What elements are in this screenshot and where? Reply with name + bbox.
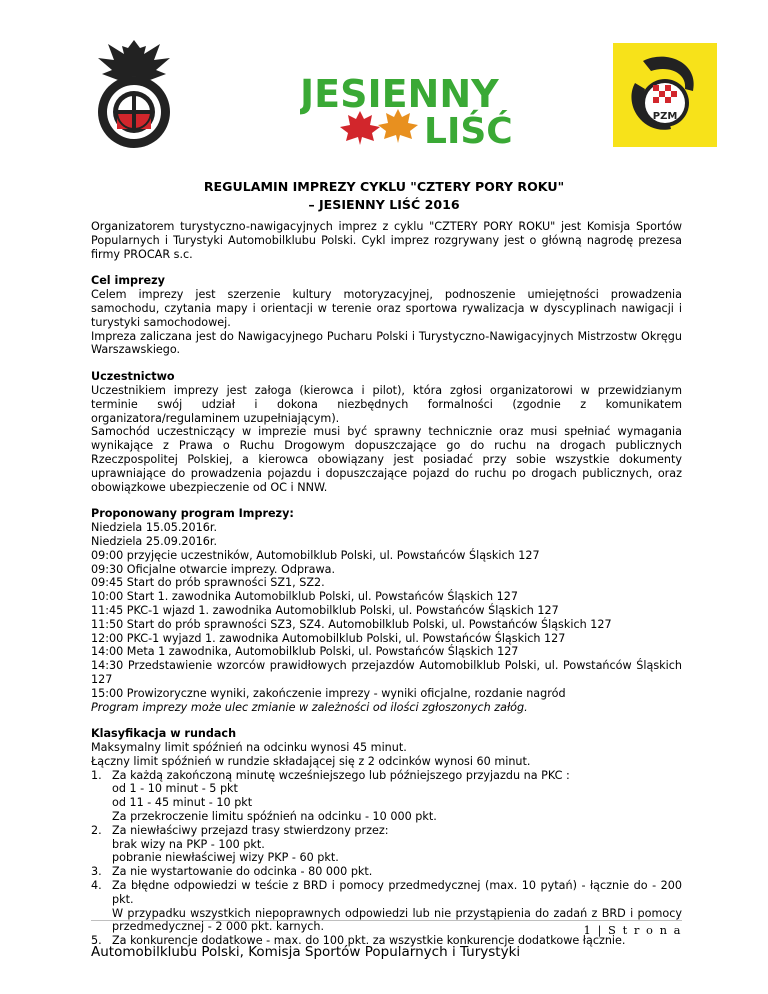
program-line: 09:00 przyjęcie uczestników, Automobilklub Polski, ul. Powstańców Śląskich 127 [91, 548, 540, 562]
program-line: 09:45 Start do prób sprawności SZ1, SZ2. [91, 576, 325, 590]
cel-paragraph-1: Celem imprezy jest szerzenie kultury motoryzacyjnej, podnoszenie umiejętności prowadzenia samochodu, czytania mapy i orientacji w terenie oraz sportowa rywalizacja w dyscyplinach nawigacji i turystyki samochodowej. [91, 288, 682, 329]
list-sub-line: od 11 - 45 minut - 10 pkt [112, 796, 253, 810]
section-heading-uczestnictwo: Uczestnictwo [91, 370, 175, 384]
program-line: 12:00 PKC-1 wyjazd 1. zawodnika Automobilklub Polski, ul. Powstańców Śląskich 127 [91, 631, 566, 645]
list-item-text: Za konkurencje dodatkowe - max. do 100 pkt. za wszystkie konkurencje dodatkowe łącznie. [112, 934, 626, 948]
intro-paragraph: Organizatorem turystyczno-nawigacyjnych imprez z cyklu "CZTERY PORY ROKU" jest Komisja Sportów Popularnych i Turystyki Automobilklubu Polski. Cykl imprez rozgrywany jest o główną nagrodę prezesa firmy PROCAR s.c. [91, 220, 682, 261]
pzm-label: PZM [652, 111, 678, 122]
logo-word-jesienny: JESIENNY [300, 75, 499, 116]
page-number: 1 | S t r o n a [583, 923, 682, 937]
list-sub-line: brak wizy na PKP - 100 pkt. [112, 837, 265, 851]
footer-divider [91, 920, 682, 921]
logo-word-lisc: LIŚĆ [424, 111, 513, 145]
list-sub-line: Za przekroczenie limitu spóźnień na odcinku - 10 000 pkt. [112, 810, 437, 824]
section-heading-program: Proponowany program Imprezy: [91, 507, 294, 521]
klasyfikacja-line-2: Łączny limit spóźnień w rundzie składającej się z 2 odcinków wynosi 60 minut. [91, 754, 531, 768]
list-number: 2. [91, 823, 102, 837]
footer-text: Automobilklubu Polski, Komisja Sportów Popularnych i Turystyki [91, 944, 521, 960]
document-title-line1: REGULAMIN IMPREZY CYKLU "CZTERY PORY ROKU" [203, 179, 565, 194]
program-line: 11:50 Start do prób sprawności SZ3, SZ4. Automobilklub Polski, ul. Powstańców Śląskich 127 [91, 617, 612, 631]
list-item [91, 865, 682, 879]
jesienny-lisc-logo [300, 75, 528, 145]
uczestnictwo-paragraph-1: Uczestnikiem imprezy jest załoga (kierowca i pilot), która zgłosi organizatorowi w przewidzianym terminie swój udział i dokona niezbędnych formalności (zgodnie z komunikatem organizatora/regulaminem uzupełniającym). [91, 383, 682, 425]
program-line: 14:30 Przedstawienie wzorców prawidłowych przejazdów Automobilklub Polski, ul. Powstańców Śląskich 127 [91, 659, 682, 686]
program-line: Niedziela 25.09.2016r. [91, 534, 218, 548]
program-line: Niedziela 15.05.2016r. [91, 521, 218, 535]
list-sub-line: pobranie niewłaściwej wizy PKP - 60 pkt. [112, 851, 339, 865]
program-line: 11:45 PKC-1 wjazd 1. zawodnika Automobilklub Polski, ul. Powstańców Śląskich 127 [91, 603, 559, 617]
program-line: 15:00 Prowizoryczne wyniki, zakończenie imprezy - wyniki oficjalne, rozdanie nagród [91, 686, 566, 700]
program-line: 14:00 Meta 1 zawodnika, Automobilklub Polski, ul. Powstańców Śląskich 127 [91, 645, 519, 659]
pzm-logo [613, 43, 717, 147]
list-item-text: Za błędne odpowiedzi w teście z BRD i pomocy przedmedycznej (max. 10 pytań) - łącznie do - 200 pkt. [112, 879, 682, 906]
program-note: Program imprezy może ulec zmianie w zależności od ilości zgłoszonych załóg. [91, 700, 528, 714]
document-title-line2: – JESIENNY LIŚĆ 2016 [308, 197, 460, 212]
list-number: 4. [91, 879, 102, 893]
section-heading-klasyfikacja: Klasyfikacja w rundach [91, 727, 237, 741]
list-item [91, 769, 682, 824]
uczestnictwo-paragraph-2: Samochód uczestniczący w imprezie musi być sprawny technicznie oraz musi spełniać wymagania wynikające z Prawa o Ruchu Drogowym dopuszczające go do ruchu na drogach publicznych Rzeczpospolitej Polskiej, a kierowca obowiązany jest posiadać przy sobie wszystkie dokumenty uprawniające do prowadzenia pojazdu i dopuszczające pojazd do ruchu po drogach publicznych, oraz obowiązkowe ubezpieczenie od OC i NNW. [91, 425, 682, 494]
program-line: 09:30 Oficjalne otwarcie imprezy. Odprawa. [91, 562, 336, 576]
list-item-text: Za nie wystartowanie do odcinka - 80 000 pkt. [112, 865, 373, 879]
list-item-text: Za każdą zakończoną minutę wcześniejszego lub późniejszego przyjazdu na PKC : [112, 768, 570, 782]
list-number: 1. [91, 768, 102, 782]
red-maple-leaf-icon [340, 111, 380, 145]
list-sub-line: W przypadku wszystkich niepoprawnych odpowiedzi lub nie przystąpienia do zadań z BRD i pomocy przedmedycznej - 2 000 pkt. karnych. [112, 906, 682, 934]
list-item [91, 824, 682, 865]
list-sub-line: od 1 - 10 minut - 5 pkt [112, 782, 238, 796]
section-heading-cel: Cel imprezy [91, 274, 165, 288]
klasyfikacja-line-1: Maksymalny limit spóźnień na odcinku wynosi 45 minut. [91, 741, 407, 755]
program-line: 10:00 Start 1. zawodnika Automobilklub Polski, ul. Powstańców Śląskich 127 [91, 590, 518, 604]
list-item-text: Za niewłaściwy przejazd trasy stwierdzony przez: [112, 823, 389, 837]
list-number: 3. [91, 865, 102, 879]
automobilklub-polski-logo [78, 36, 190, 154]
cel-paragraph-2: Impreza zaliczana jest do Nawigacyjnego Pucharu Polski i Turystyczno-Nawigacyjnych Mistrzostw Okręgu Warszawskiego. [91, 329, 682, 357]
list-number: 5. [91, 934, 102, 948]
document-body [91, 220, 682, 948]
